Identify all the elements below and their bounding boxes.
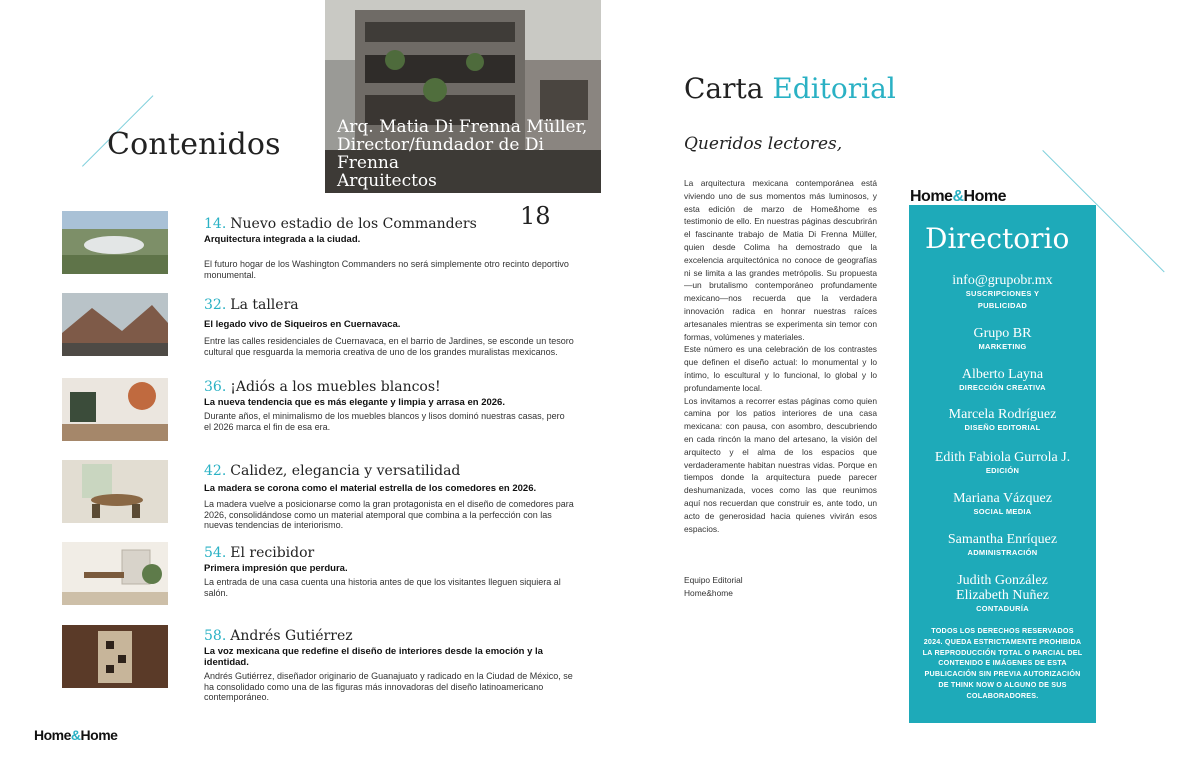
entry-title-text: Calidez, elegancia y versatilidad xyxy=(230,463,461,479)
directory-name: Alberto Layna xyxy=(961,367,1044,382)
hero-caption xyxy=(337,118,592,190)
home-and-home-logo xyxy=(34,727,117,743)
directory-name: Grupo BR xyxy=(973,326,1032,341)
entry-title xyxy=(204,463,574,479)
directory-role: EDICIÓN xyxy=(985,466,1020,475)
directory-item xyxy=(909,273,1096,312)
entry-page-number: 54. xyxy=(204,545,227,561)
entry-page-number: 32. xyxy=(204,297,227,313)
entry-title-text: La tallera xyxy=(230,297,299,313)
entry-title xyxy=(204,216,574,232)
directory-role: ADMINISTRACIÓN xyxy=(967,548,1038,557)
logo-part: Home xyxy=(910,188,953,205)
entry-description: La entrada de una casa cuenta una historia antes de que los visitantes lleguen siquiera al salón. xyxy=(204,577,561,598)
directory-item xyxy=(909,573,1096,615)
entry-description: La madera vuelve a posicionarse como la gran protagonista en el diseño de comedores para 2026, consolidándose como un material atemporal que combina a la perfección con las nuevas tendencias de interiorismo. xyxy=(204,499,574,530)
entry-title-text: ¡Adiós a los muebles blancos! xyxy=(230,379,441,395)
stadium-thumbnail xyxy=(62,211,168,274)
page-title: Contenidos xyxy=(107,127,281,162)
legal-notice xyxy=(909,626,1096,702)
directory-item xyxy=(909,532,1096,559)
entry-description: El futuro hogar de los Washington Commanders no será simplemente otro recinto deportivo monumental. xyxy=(204,259,569,280)
editorial-letter xyxy=(684,177,877,535)
editorial-greeting: Queridos lectores, xyxy=(684,134,843,154)
hero-caption-line: Arq. Matia Di Frenna Müller, xyxy=(337,117,588,137)
directory-role: MARKETING xyxy=(978,342,1027,351)
logo-part: Home xyxy=(80,727,118,743)
hero-page-number: 18 xyxy=(520,202,551,230)
entry-subtitle: La voz mexicana que redefine el diseño de interiores desde la emoción y la identidad. xyxy=(204,646,543,668)
hero-caption-line: Director/fundador de Di Frenna xyxy=(337,135,544,173)
directory-role: DIRECCIÓN CREATIVA xyxy=(959,383,1046,392)
letter-paragraph: Este número es una celebración de los contrastes que definen el diseño actual: lo monumental y lo íntimo, lo escultural y lo funcional, lo global y lo profundamente local. xyxy=(684,344,877,393)
directory-name: Judith González Elizabeth Nuñez xyxy=(956,573,1049,603)
editorial-signature xyxy=(684,574,743,600)
entry-page-number: 14. xyxy=(204,216,227,232)
entry-title-text: Nuevo estadio de los Commanders xyxy=(230,216,477,232)
signature-line: Home&home xyxy=(684,587,733,598)
logo-amp: & xyxy=(952,188,964,205)
letter-paragraph: Los invitamos a recorrer estas páginas como quien camina por los patios interiores de una casa mexicana: con pausa, con asombro, descubriendo en cada rincón la mano del artesano, la visión del arquitecto y el alma de los espacios que verdaderamente habitan nuestras vidas. Porque en tiempos donde la arquitectura puede parecer deshumanizada, voces como las que reunimos aquí nos recuerdan que construir es, ante todo, un acto de generosidad hacia quienes vivirán esos espacios. xyxy=(684,395,877,534)
letter-paragraph: La arquitectura mexicana contemporánea está viviendo uno de sus momentos más luminosos, y esta edición de marzo de Home&home es testimonio de ello. En nuestras páginas descubrirán el fascinante trabajo de Matia Di Frenna Müller, quien desde Colima ha demostrado que la excelencia arquitectónica no conoce de geografías ni se limita a las grandes metrópolis. Su propuesta —un brutalismo contemporáneo profundamente mexicano—nos recuerda que la verdadera innovación radica en honrar nuestras raíces artesanales mientras se experimenta sin temor con formas, volúmenes y materiales. xyxy=(684,178,877,342)
directory-name: Edith Fabiola Gurrola J. xyxy=(934,450,1071,465)
directory-name: Samantha Enríquez xyxy=(947,532,1058,547)
interior-thumbnail xyxy=(62,378,168,441)
directory-item xyxy=(909,367,1096,394)
signature-line: Equipo Editorial xyxy=(684,575,743,585)
directory-role: CONTADURÍA xyxy=(976,604,1029,613)
entry-title xyxy=(204,628,574,644)
entryway-thumbnail xyxy=(62,542,168,605)
directory-role: DISEÑO EDITORIAL xyxy=(964,423,1041,432)
entry-subtitle: Primera impresión que perdura. xyxy=(204,563,348,574)
directory-role: SOCIAL MEDIA xyxy=(973,507,1032,516)
entry-subtitle: El legado vivo de Siqueiros en Cuernavaca. xyxy=(204,319,401,330)
directory-item xyxy=(909,450,1096,477)
building-thumbnail xyxy=(62,293,168,356)
directory-title: Directorio xyxy=(925,222,1070,255)
directory-email[interactable]: info@grupobr.mx xyxy=(952,273,1053,288)
entry-page-number: 36. xyxy=(204,379,227,395)
directory-name: Marcela Rodríguez xyxy=(948,407,1057,422)
entry-title xyxy=(204,545,574,561)
logo-part: Home xyxy=(34,727,71,743)
logo-part: Home xyxy=(963,188,1006,205)
dining-thumbnail xyxy=(62,460,168,523)
editorial-title-main: Carta xyxy=(684,72,764,105)
editorial-title-accent: Editorial xyxy=(772,72,896,105)
entry-page-number: 58. xyxy=(204,628,227,644)
entry-subtitle: La madera se corona como el material estrella de los comedores en 2026. xyxy=(204,483,537,494)
entry-page-number: 42. xyxy=(204,463,227,479)
legal-notice-text: TODOS LOS DERECHOS RESERVADOS 2024. QUEDA ESTRICTAMENTE PROHIBIDA LA REPRODUCCIÓN TOTAL O PARCIAL DEL CONTENIDO E IMÁGENES DE ESTA PUBLICACIÓN SIN PREVIA AUTORIZACIÓN DE THINK NOW O ALGUNO DE SUS COLABORADORES. xyxy=(922,626,1083,700)
directory-item xyxy=(909,491,1096,518)
editorial-title xyxy=(684,72,896,105)
directory-list xyxy=(909,273,1096,624)
entry-title-text: El recibidor xyxy=(230,545,315,561)
logo-amp: & xyxy=(70,727,81,743)
entry-subtitle: La nueva tendencia que es más elegante y limpia y arrasa en 2026. xyxy=(204,397,505,408)
directory-name: Mariana Vázquez xyxy=(953,491,1052,506)
entry-description: Durante años, el minimalismo de los muebles blancos y lisos dominó nuestras casas, pero el 2026 marca el fin de esa era. xyxy=(204,411,565,432)
designer-thumbnail xyxy=(62,625,168,688)
entry-description: Entre las calles residenciales de Cuernavaca, en el barrio de Jardines, se esconde un tesoro cultural que resguarda la memoria creativa de uno de los grandes muralistas mexicanos. xyxy=(204,336,574,357)
directory-role: SUSCRIPCIONES Y PUBLICIDAD xyxy=(965,289,1040,310)
entry-subtitle: Arquitectura integrada a la ciudad. xyxy=(204,234,361,245)
hero-caption-line: Arquitectos xyxy=(337,171,437,191)
entry-description: Andrés Gutiérrez, diseñador originario de Guanajuato y radicado en la Ciudad de México, se ha consolidado como una de las figuras más innovadoras del diseño latinoamericano contemporáneo. xyxy=(204,671,573,702)
directory-item xyxy=(909,326,1096,353)
home-and-home-logo xyxy=(910,188,1006,206)
entry-title-text: Andrés Gutiérrez xyxy=(230,628,353,644)
entry-title xyxy=(204,379,574,395)
directory-item xyxy=(909,407,1096,434)
entry-title xyxy=(204,297,574,313)
